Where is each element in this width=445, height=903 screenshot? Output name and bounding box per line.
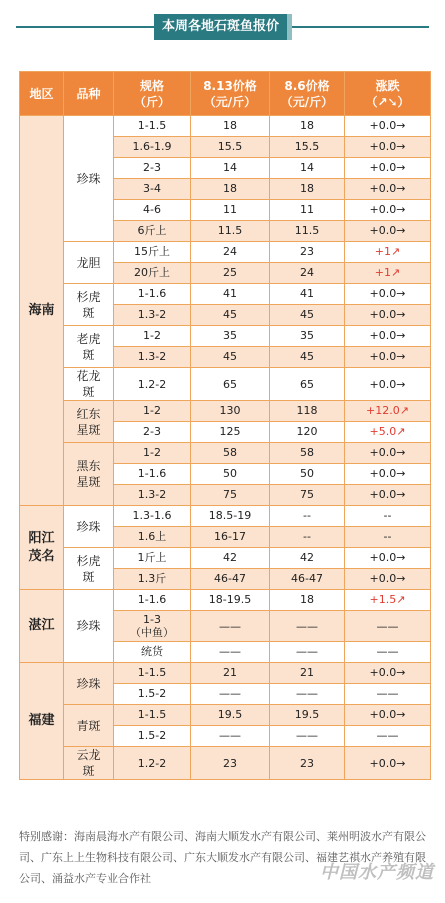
price-813-cell: 15.5 <box>191 137 270 158</box>
price-813-cell: 50 <box>191 464 270 485</box>
change-cell: +0.0→ <box>345 116 431 137</box>
price-86-cell: 75 <box>270 485 345 506</box>
spec-cell: 1.3-2 <box>114 485 191 506</box>
price-86-cell: 118 <box>270 401 345 422</box>
change-cell: +0.0→ <box>345 200 431 221</box>
change-cell: +0.0→ <box>345 663 431 684</box>
change-cell: +0.0→ <box>345 137 431 158</box>
change-cell: +0.0→ <box>345 326 431 347</box>
region-cell: 阳江 茂名 <box>20 506 64 590</box>
price-table <box>19 71 431 780</box>
change-cell: +1↗ <box>345 263 431 284</box>
spec-cell: 1-1.6 <box>114 284 191 305</box>
change-cell: -- <box>345 527 431 548</box>
species-cell: 黑东 星斑 <box>64 443 114 506</box>
table-row <box>20 116 431 137</box>
price-86-cell: —— <box>270 611 345 642</box>
price-86-cell: 21 <box>270 663 345 684</box>
spec-cell: 2-3 <box>114 158 191 179</box>
change-cell: +0.0→ <box>345 485 431 506</box>
species-cell: 珍珠 <box>64 506 114 548</box>
spec-cell: 统货 <box>114 642 191 663</box>
price-813-cell: 11.5 <box>191 221 270 242</box>
spec-cell: 4-6 <box>114 200 191 221</box>
price-86-cell: 46-47 <box>270 569 345 590</box>
species-cell: 青斑 <box>64 705 114 747</box>
price-86-cell: -- <box>270 506 345 527</box>
species-cell: 珍珠 <box>64 590 114 663</box>
header-price-86: 8.6价格 （元/斤） <box>270 72 345 116</box>
species-cell: 珍珠 <box>64 116 114 242</box>
price-813-cell: 65 <box>191 368 270 401</box>
change-cell: +0.0→ <box>345 305 431 326</box>
price-813-cell: 35 <box>191 326 270 347</box>
price-86-cell: 18 <box>270 590 345 611</box>
price-813-cell: 11 <box>191 200 270 221</box>
price-86-cell: 11 <box>270 200 345 221</box>
price-813-cell: 21 <box>191 663 270 684</box>
price-813-cell: 18 <box>191 179 270 200</box>
change-cell: —— <box>345 684 431 705</box>
title-banner <box>0 10 445 44</box>
price-813-cell: 18-19.5 <box>191 590 270 611</box>
table-body <box>20 116 431 780</box>
change-cell: —— <box>345 642 431 663</box>
price-86-cell: 41 <box>270 284 345 305</box>
price-86-cell: 65 <box>270 368 345 401</box>
spec-cell: 20斤上 <box>114 263 191 284</box>
price-813-cell: 18 <box>191 116 270 137</box>
price-86-cell: 120 <box>270 422 345 443</box>
species-cell: 云龙 斑 <box>64 747 114 780</box>
price-86-cell: —— <box>270 726 345 747</box>
change-cell: -- <box>345 506 431 527</box>
price-86-cell: 23 <box>270 242 345 263</box>
header-species: 品种 <box>64 72 114 116</box>
spec-cell: 1.3-1.6 <box>114 506 191 527</box>
price-86-cell: —— <box>270 642 345 663</box>
header-spec: 规格 （斤） <box>114 72 191 116</box>
watermark-logo: 中国水产频道 <box>320 862 434 883</box>
change-cell: +5.0↗ <box>345 422 431 443</box>
price-813-cell: 41 <box>191 284 270 305</box>
species-cell: 珍珠 <box>64 663 114 705</box>
spec-cell: 1-1.5 <box>114 705 191 726</box>
price-813-cell: 19.5 <box>191 705 270 726</box>
change-cell: —— <box>345 611 431 642</box>
price-86-cell: 45 <box>270 347 345 368</box>
table-row <box>20 401 431 422</box>
price-86-cell: 58 <box>270 443 345 464</box>
price-86-cell: 50 <box>270 464 345 485</box>
price-86-cell: 35 <box>270 326 345 347</box>
price-813-cell: 46-47 <box>191 569 270 590</box>
change-cell: +0.0→ <box>345 443 431 464</box>
header-region: 地区 <box>20 72 64 116</box>
price-813-cell: —— <box>191 642 270 663</box>
spec-cell: 1斤上 <box>114 548 191 569</box>
price-86-cell: 45 <box>270 305 345 326</box>
change-cell: +1↗ <box>345 242 431 263</box>
change-cell: +0.0→ <box>345 747 431 780</box>
change-cell: +0.0→ <box>345 284 431 305</box>
price-86-cell: 11.5 <box>270 221 345 242</box>
change-cell: +0.0→ <box>345 548 431 569</box>
change-cell: +0.0→ <box>345 158 431 179</box>
price-813-cell: —— <box>191 611 270 642</box>
table-row <box>20 242 431 263</box>
spec-cell: 3-4 <box>114 179 191 200</box>
header-change: 涨跌 （↗➘） <box>345 72 431 116</box>
spec-cell: 1-1.5 <box>114 116 191 137</box>
change-cell: +12.0↗ <box>345 401 431 422</box>
region-cell: 福建 <box>20 663 64 780</box>
spec-cell: 1.6-1.9 <box>114 137 191 158</box>
species-cell: 龙胆 <box>64 242 114 284</box>
table-row <box>20 747 431 780</box>
price-86-cell: 42 <box>270 548 345 569</box>
price-86-cell: -- <box>270 527 345 548</box>
change-cell: —— <box>345 726 431 747</box>
change-cell: +0.0→ <box>345 705 431 726</box>
price-86-cell: 19.5 <box>270 705 345 726</box>
change-cell: +0.0→ <box>345 368 431 401</box>
price-813-cell: 23 <box>191 747 270 780</box>
change-cell: +0.0→ <box>345 569 431 590</box>
price-813-cell: 25 <box>191 263 270 284</box>
spec-cell: 1-1.6 <box>114 590 191 611</box>
price-813-cell: 18.5-19 <box>191 506 270 527</box>
change-cell: +0.0→ <box>345 464 431 485</box>
species-cell: 杉虎 斑 <box>64 548 114 590</box>
table-header-row <box>20 72 431 116</box>
change-cell: +0.0→ <box>345 179 431 200</box>
table-row <box>20 443 431 464</box>
table-row <box>20 506 431 527</box>
region-cell: 湛江 <box>20 590 64 663</box>
price-813-cell: 75 <box>191 485 270 506</box>
spec-cell: 1.2-2 <box>114 747 191 780</box>
price-813-cell: 42 <box>191 548 270 569</box>
spec-cell: 1.3斤 <box>114 569 191 590</box>
spec-cell: 1-2 <box>114 443 191 464</box>
change-cell: +1.5↗ <box>345 590 431 611</box>
price-813-cell: 130 <box>191 401 270 422</box>
price-86-cell: 23 <box>270 747 345 780</box>
table-row <box>20 548 431 569</box>
price-86-cell: —— <box>270 684 345 705</box>
spec-cell: 1-1.6 <box>114 464 191 485</box>
spec-cell: 1-3 （中鱼） <box>114 611 191 642</box>
price-813-cell: 14 <box>191 158 270 179</box>
price-813-cell: 125 <box>191 422 270 443</box>
page-title: 本周各地石斑鱼报价 <box>154 14 287 40</box>
table-row <box>20 326 431 347</box>
species-cell: 花龙 斑 <box>64 368 114 401</box>
price-813-cell: 24 <box>191 242 270 263</box>
price-813-cell: 58 <box>191 443 270 464</box>
change-cell: +0.0→ <box>345 221 431 242</box>
spec-cell: 1.3-2 <box>114 305 191 326</box>
price-86-cell: 24 <box>270 263 345 284</box>
change-cell: +0.0→ <box>345 347 431 368</box>
region-cell: 海南 <box>20 116 64 506</box>
table-row <box>20 368 431 401</box>
price-86-cell: 18 <box>270 179 345 200</box>
price-813-cell: 45 <box>191 347 270 368</box>
spec-cell: 1-2 <box>114 326 191 347</box>
table-row <box>20 284 431 305</box>
spec-cell: 1.5-2 <box>114 726 191 747</box>
acknowledgements: 特别感谢：海南晨海水产有限公司、海南大顺发水产有限公司、莱州明波水产有限公司、广东上上生物科技有限公司、广东大顺发水产有限公司、福建艺祺水产养殖有限公司、涌益水产专业合作社 <box>19 830 426 885</box>
spec-cell: 1.6上 <box>114 527 191 548</box>
price-813-cell: 45 <box>191 305 270 326</box>
table-row <box>20 663 431 684</box>
spec-cell: 15斤上 <box>114 242 191 263</box>
price-86-cell: 15.5 <box>270 137 345 158</box>
price-86-cell: 14 <box>270 158 345 179</box>
spec-cell: 6斤上 <box>114 221 191 242</box>
species-cell: 红东 星斑 <box>64 401 114 443</box>
species-cell: 老虎 斑 <box>64 326 114 368</box>
spec-cell: 1.2-2 <box>114 368 191 401</box>
spec-cell: 2-3 <box>114 422 191 443</box>
spec-cell: 1.3-2 <box>114 347 191 368</box>
table-row <box>20 705 431 726</box>
spec-cell: 1-1.5 <box>114 663 191 684</box>
price-813-cell: —— <box>191 726 270 747</box>
table-row <box>20 590 431 611</box>
species-cell: 杉虎 斑 <box>64 284 114 326</box>
header-price-813: 8.13价格 （元/斤） <box>191 72 270 116</box>
spec-cell: 1.5-2 <box>114 684 191 705</box>
price-813-cell: 16-17 <box>191 527 270 548</box>
price-813-cell: —— <box>191 684 270 705</box>
spec-cell: 1-2 <box>114 401 191 422</box>
price-86-cell: 18 <box>270 116 345 137</box>
